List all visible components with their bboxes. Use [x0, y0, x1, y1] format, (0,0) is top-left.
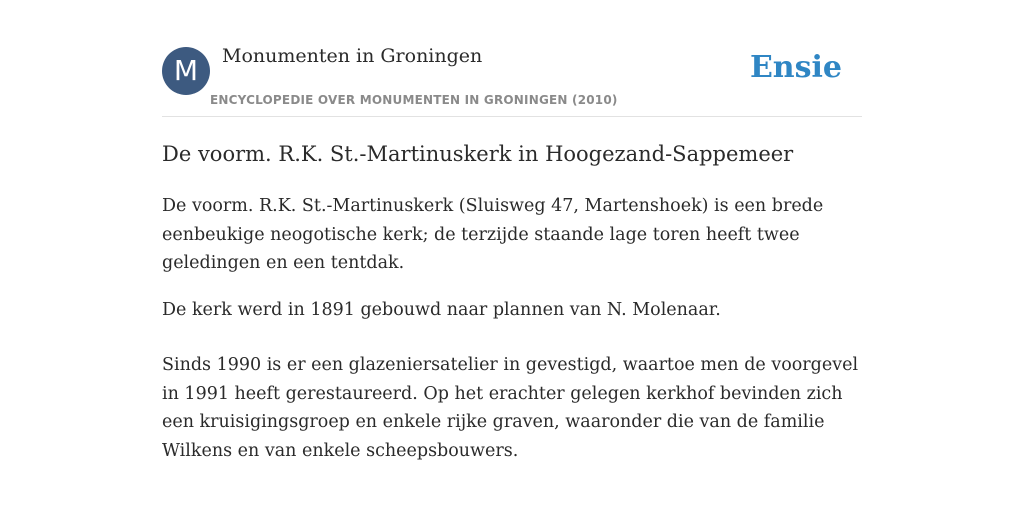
source-avatar[interactable]: M: [162, 47, 210, 95]
source-subtitle: ENCYCLOPEDIE OVER MONUMENTEN IN GRONINGEN (2010): [210, 93, 618, 107]
article: [162, 138, 862, 483]
article-paragraph: De kerk werd in 1891 gebouwd naar plannen van N. Molenaar.: [162, 299, 721, 320]
article-paragraph: Sinds 1990 is er een glazeniersatelier in gevestigd, waartoe men de voorgevel in 1991 heeft gerestaureerd. Op het erachter gelegen kerkhof bevinden zich een kruisigingsgroep en enkele rijke graven, waaronder die van de familie Wilkens en van enkele scheepsbouwers.: [162, 355, 859, 461]
ensie-logo[interactable]: Ensie: [749, 50, 842, 85]
source-header: [162, 0, 862, 117]
article-title: De voorm. R.K. St.-Martinuskerk in Hoogezand-Sappemeer: [162, 142, 794, 166]
article-paragraph: De voorm. R.K. St.-Martinuskerk (Sluisweg 47, Martenshoek) is een brede eenbeukige neogotische kerk; de terzijde staande lage toren heeft twee geledingen en een tentdak.: [162, 196, 824, 273]
source-title-link[interactable]: Monumenten in Groningen: [222, 45, 483, 67]
